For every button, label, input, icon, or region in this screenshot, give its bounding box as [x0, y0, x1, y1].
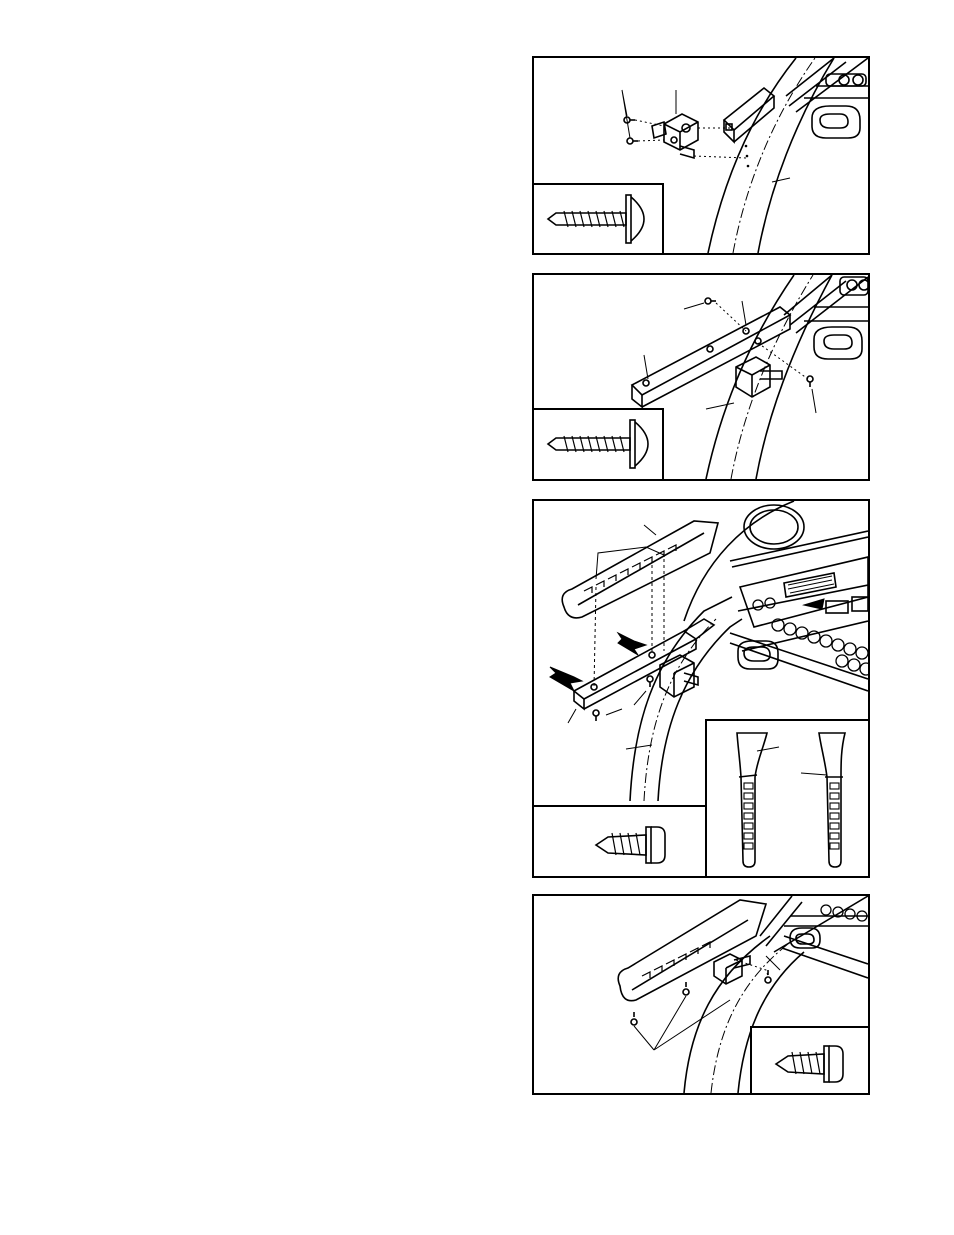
left-handrail-cover-icon [737, 733, 767, 867]
left-and-right-handrail-covers-inset [705, 719, 870, 878]
screw-icon [534, 185, 662, 253]
assembly-figure-step-2 [532, 273, 870, 481]
screw-icon [534, 410, 662, 479]
assembly-figure-step-3 [532, 499, 870, 878]
screw-icon [534, 807, 705, 876]
right-handrail-cover-icon [819, 733, 845, 867]
upright-outer-edge [708, 58, 796, 253]
screw-detail-inset [750, 1026, 870, 1095]
screw-detail-inset [532, 805, 707, 878]
screw-detail-inset [532, 408, 664, 481]
screw-icon [752, 1028, 868, 1093]
assembly-figure-step-4 [532, 894, 870, 1095]
handrail-covers-detail [707, 721, 868, 876]
screw-detail-inset [532, 183, 664, 255]
assembly-figure-step-1 [532, 56, 870, 255]
